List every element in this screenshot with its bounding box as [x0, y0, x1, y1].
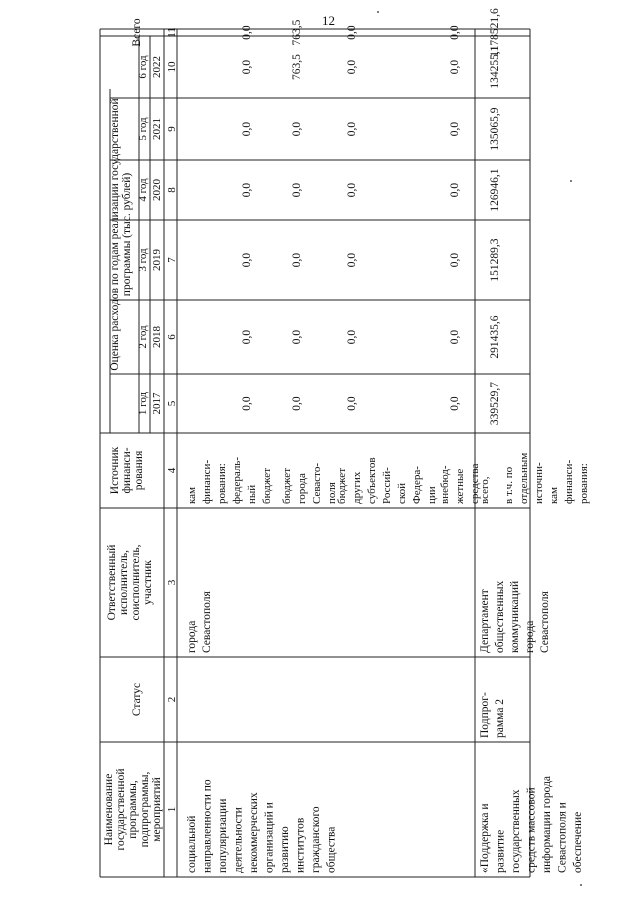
- block2-executor: Департамент: [479, 589, 491, 653]
- block1-source: средства: [469, 463, 481, 504]
- block1-source: ской: [396, 482, 408, 504]
- header-year: 2020: [151, 179, 163, 201]
- header-year-label: 4 год: [137, 178, 149, 202]
- block2-source: отдельным: [518, 452, 530, 504]
- block1-source: рования:: [216, 463, 228, 504]
- block1-value: 0,0: [241, 252, 253, 268]
- block2-value: 134255,1: [489, 45, 501, 89]
- header-name: подпрограммы,: [139, 771, 151, 848]
- header-estimate: Оценка расходов по годам реализации государственной: [109, 98, 121, 371]
- block2-name: развитие: [494, 829, 507, 873]
- block1-source: Севасто-: [311, 463, 323, 504]
- column-number: 7: [166, 257, 178, 263]
- block1-value: 0,0: [346, 182, 358, 198]
- block1-name: институтов: [294, 817, 307, 873]
- header-year-label: 3 год: [137, 248, 149, 272]
- header-source: рования: [133, 450, 145, 491]
- block2-value: 135065,9: [489, 107, 501, 151]
- header-year: 2022: [151, 56, 163, 78]
- block1-source: субъектов: [366, 457, 378, 504]
- header-name: Наименование: [103, 773, 115, 846]
- header-year: 2019: [151, 249, 163, 271]
- header-executor: участник: [142, 560, 154, 605]
- block1-source: поля: [326, 482, 338, 504]
- block1-source: других: [351, 471, 363, 504]
- column-number: 9: [166, 126, 178, 132]
- block2-status: рамма 2: [494, 698, 506, 738]
- header-year-label: 1 год: [137, 391, 149, 416]
- header-year: 2017: [151, 392, 163, 415]
- header-executor: соисполнитель,: [130, 544, 142, 621]
- block1-value: 0,0: [241, 25, 253, 40]
- column-number: 2: [166, 696, 178, 703]
- column-number: 11: [166, 27, 178, 38]
- column-number: 6: [166, 334, 178, 340]
- block2-value: 151289,3: [489, 238, 501, 282]
- header-year: 2021: [151, 118, 163, 140]
- header-estimate: программы (тыс. рублей): [121, 172, 133, 297]
- column-number: 3: [166, 579, 178, 586]
- block2-name: Севастополя и: [556, 802, 569, 873]
- block1-value: 0,0: [291, 396, 303, 411]
- block2-source: всего,: [479, 476, 491, 504]
- block1-value: 0,0: [291, 252, 303, 268]
- block2-source: финанси-: [563, 459, 575, 504]
- block1-value: 0,0: [449, 25, 461, 40]
- block1-value: 0,0: [346, 252, 358, 268]
- block1-source: кам: [186, 486, 198, 504]
- block1-value: 0,0: [449, 121, 461, 137]
- block2-name: государственных: [510, 789, 522, 873]
- block2-source: кам: [548, 486, 560, 504]
- block1-source: финанси-: [201, 459, 213, 504]
- header-source: Источник: [109, 446, 121, 495]
- header-year-label: 2 год: [137, 325, 149, 349]
- column-number: 8: [166, 187, 178, 193]
- block1-name: популяризации: [217, 798, 229, 873]
- block1-value: 0,0: [241, 121, 253, 137]
- column-number: 5: [166, 400, 178, 407]
- block1-value: 0,0: [346, 121, 358, 137]
- block1-value: 0,0: [241, 396, 253, 411]
- block2-name: средств массовой: [525, 787, 538, 873]
- block1-source: бюджет: [281, 468, 293, 504]
- block2-value: 291435,6: [489, 315, 501, 359]
- block1-source: федераль-: [231, 457, 243, 504]
- block2-source: в т.ч. по: [503, 466, 515, 504]
- block2-executor: Севастополя: [539, 591, 551, 653]
- column-number: 4: [166, 467, 178, 474]
- header-name: государственной: [115, 768, 127, 851]
- block1-value: 0,0: [346, 59, 358, 75]
- block1-value: 0,0: [449, 59, 461, 75]
- header-executor: исполнитель,: [118, 549, 130, 616]
- block1-source: Россий-: [381, 467, 393, 504]
- block1-value: 0,0: [449, 329, 461, 345]
- block1-value: 763,5: [291, 19, 303, 46]
- block2-name: «Поддержка и: [479, 803, 491, 873]
- block1-value: 0,0: [449, 396, 461, 411]
- block1-executor: Севастополя: [201, 591, 213, 653]
- block1-value: 0,0: [449, 182, 461, 198]
- block1-source: ный: [246, 484, 258, 504]
- header-year: 2018: [151, 326, 163, 348]
- block1-value: 0,0: [241, 329, 253, 345]
- block1-value: 0,0: [241, 59, 253, 75]
- block1-name: социальной: [186, 815, 198, 873]
- block1-source: Федера-: [411, 466, 423, 504]
- header-source: финанси-: [121, 447, 133, 494]
- block2-executor: общественных: [494, 580, 506, 653]
- block2-source: рования:: [578, 463, 590, 504]
- block1-value: 0,0: [346, 329, 358, 345]
- block2-value: 1178521,6: [489, 8, 501, 57]
- header-executor: Ответственный: [106, 544, 118, 621]
- block1-name: деятельности: [232, 807, 245, 873]
- block1-value: 0,0: [346, 25, 358, 40]
- block2-value: 339529,7: [489, 381, 501, 426]
- budget-table: [100, 8, 590, 877]
- block1-source: бюджет: [336, 468, 348, 504]
- column-number: 10: [166, 61, 178, 73]
- block1-source: внебюд-: [439, 465, 451, 504]
- block2-name: информации города: [541, 775, 553, 873]
- block1-value: 0,0: [241, 182, 253, 198]
- header-status: Статус: [131, 682, 143, 717]
- block1-name: развитию: [279, 826, 291, 873]
- block1-value: 0,0: [291, 329, 303, 345]
- block1-name: некоммерческих: [248, 792, 260, 873]
- header-year-label: 6 год: [137, 55, 149, 79]
- header-year-label: 5 год: [137, 117, 149, 141]
- block2-source: источни-: [533, 462, 545, 504]
- block1-source: бюджет: [261, 468, 273, 504]
- page-number: 12: [322, 13, 335, 28]
- block1-source: города: [296, 473, 308, 504]
- block1-value: 0,0: [291, 182, 303, 198]
- header-total: Всего: [131, 18, 143, 47]
- block2-name: обеспечение: [572, 811, 584, 873]
- block1-value: 0,0: [346, 396, 358, 411]
- block1-name: общества: [325, 826, 338, 873]
- header-name: программы,: [127, 780, 139, 839]
- block2-value: 126946,1: [489, 168, 501, 212]
- block1-source: ции: [426, 486, 438, 504]
- header-name: мероприятий: [151, 777, 163, 842]
- block2-status: Подпрог-: [479, 692, 491, 738]
- block1-value: 763,5: [291, 54, 303, 80]
- block1-value: 0,0: [449, 252, 461, 268]
- column-number: 1: [166, 806, 178, 813]
- block1-source: жетные: [454, 468, 466, 504]
- block1-value: 0,0: [291, 121, 303, 137]
- block2-executor: коммуникаций: [509, 580, 521, 653]
- block1-name: организаций и: [263, 802, 276, 873]
- block1-name: гражданского: [310, 806, 322, 873]
- block1-name: направленности по: [201, 779, 214, 873]
- block2-executor: города: [524, 620, 536, 653]
- block1-executor: города: [186, 620, 198, 653]
